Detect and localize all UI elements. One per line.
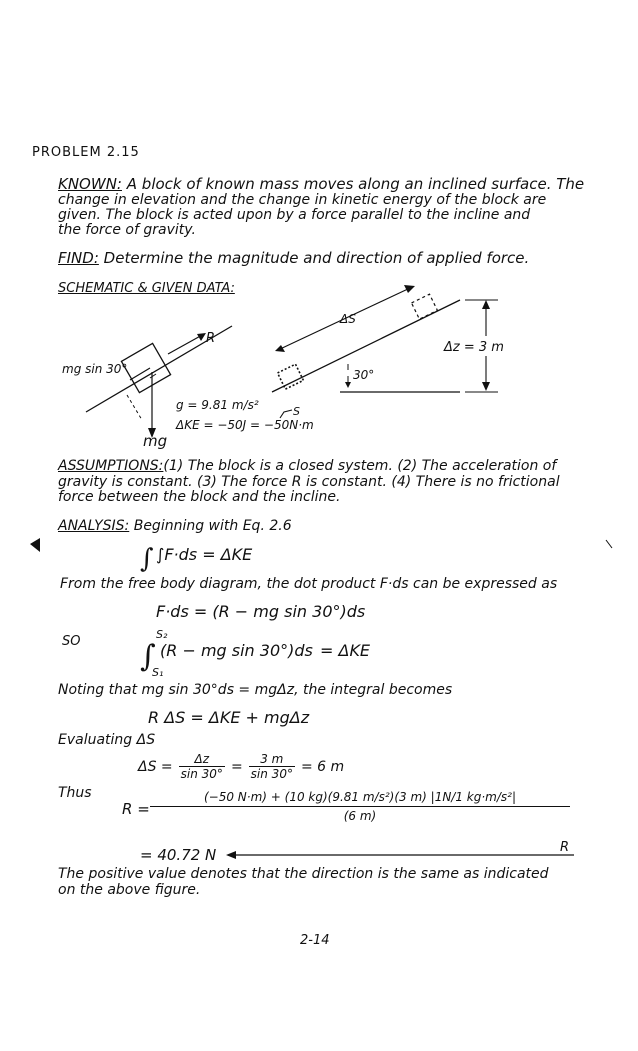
svg-text:∫: ∫ (140, 639, 156, 674)
r-numerator: (−50 N·m) + (10 kg)(9.81 m/s²)(3 m) |1N/1 kg·m/s²| (150, 790, 570, 807)
ds-equation (138, 752, 344, 781)
thus-label: Thus (58, 785, 92, 801)
schematic-label: SCHEMATIC & GIVEN DATA: (58, 281, 235, 296)
conclusion-line-1: The positive value denotes that the direction is the same as indicated (58, 866, 549, 882)
r-lhs: R = (122, 800, 150, 818)
assumptions-label: ASSUMPTIONS: (58, 458, 164, 474)
equation-3-lhs: (R − mg sin 30°)ds (160, 641, 313, 660)
ds-equals: = (230, 758, 243, 775)
g-label: g = 9.81 m/s² (176, 398, 259, 412)
assumptions-line-1 (58, 458, 556, 474)
so-label: SO (62, 634, 81, 649)
assumptions-text-1: (1) The block is a closed system. (2) The acceleration of (163, 458, 557, 474)
fbd-text: From the free body diagram, the dot product F·ds can be expressed as (60, 576, 558, 592)
upper-limit: S₂ (156, 628, 168, 641)
ds-result: = 6 m (300, 758, 345, 775)
find-label: FIND: (58, 249, 99, 267)
known-text-1: A block of known mass moves along an inclined surface. The (126, 175, 585, 193)
equation-3-rhs: = ΔKE (320, 641, 371, 660)
ds-fraction-1 (179, 752, 225, 781)
known-line-3: given. The block is acted upon by a force parallel to the incline and (58, 207, 531, 223)
analysis-label: ANALYSIS: (58, 518, 130, 534)
assumptions-line-3: force between the block and the incline. (58, 489, 341, 505)
lower-limit: S₁ (152, 666, 164, 679)
mg-label: mg (143, 432, 168, 450)
r-fraction (150, 790, 570, 823)
block-final (412, 294, 438, 319)
ds-label: ΔS (340, 312, 356, 326)
ds-arrow-head (404, 285, 415, 293)
ds-den-1: sin 30° (180, 767, 223, 781)
equation-1: ∫F·ds = ΔKE (156, 545, 253, 564)
known-line-4: the force of gravity. (58, 222, 196, 238)
ds-lhs: ΔS = (138, 758, 173, 775)
result-value: = 40.72 N (140, 846, 217, 864)
r-label: R (206, 331, 216, 346)
conclusion-line-2: on the above figure. (58, 882, 201, 898)
page-number: 2-14 (300, 933, 330, 948)
r-denominator: (6 m) (343, 809, 377, 823)
r-arrow-line (168, 334, 204, 354)
assumptions-line-2: gravity is constant. (3) The force R is constant. (4) There is no frictional (58, 474, 560, 490)
ds-num-2: 3 m (249, 752, 295, 767)
s-label: S (293, 405, 300, 418)
equation-2: F·ds = (R − mg sin 30°)ds (156, 602, 366, 621)
svg-text:∫: ∫ (140, 544, 154, 574)
dke-label: ΔKE = −50J = −50N·m (176, 418, 314, 432)
angle-label: 30° (353, 368, 375, 382)
mg-sin-label: mg sin 30° (62, 362, 128, 376)
problem-title: PROBLEM 2.15 (32, 145, 140, 160)
known-line-2: change in elevation and the change in kinetic energy of the block are (58, 192, 547, 208)
equation-4: R ΔS = ΔKE + mgΔz (148, 708, 310, 727)
known-label: KNOWN: (58, 175, 122, 193)
analysis-intro: Beginning with Eq. 2.6 (133, 518, 292, 534)
analysis-intro-line (58, 518, 292, 534)
result-r-label: R (560, 840, 570, 855)
block-initial (278, 364, 304, 389)
fbd-block (121, 343, 170, 392)
noting-text: Noting that mg sin 30°ds = mgΔz, the integral becomes (58, 682, 453, 698)
find-text: Determine the magnitude and direction of applied force. (103, 249, 530, 267)
dz-label: Δz = 3 m (444, 340, 504, 355)
evaluating-text: Evaluating ΔS (58, 732, 156, 748)
ds-den-2: sin 30° (250, 767, 293, 781)
ds-num-1: Δz (179, 752, 225, 767)
ds-fraction-2 (249, 752, 295, 781)
